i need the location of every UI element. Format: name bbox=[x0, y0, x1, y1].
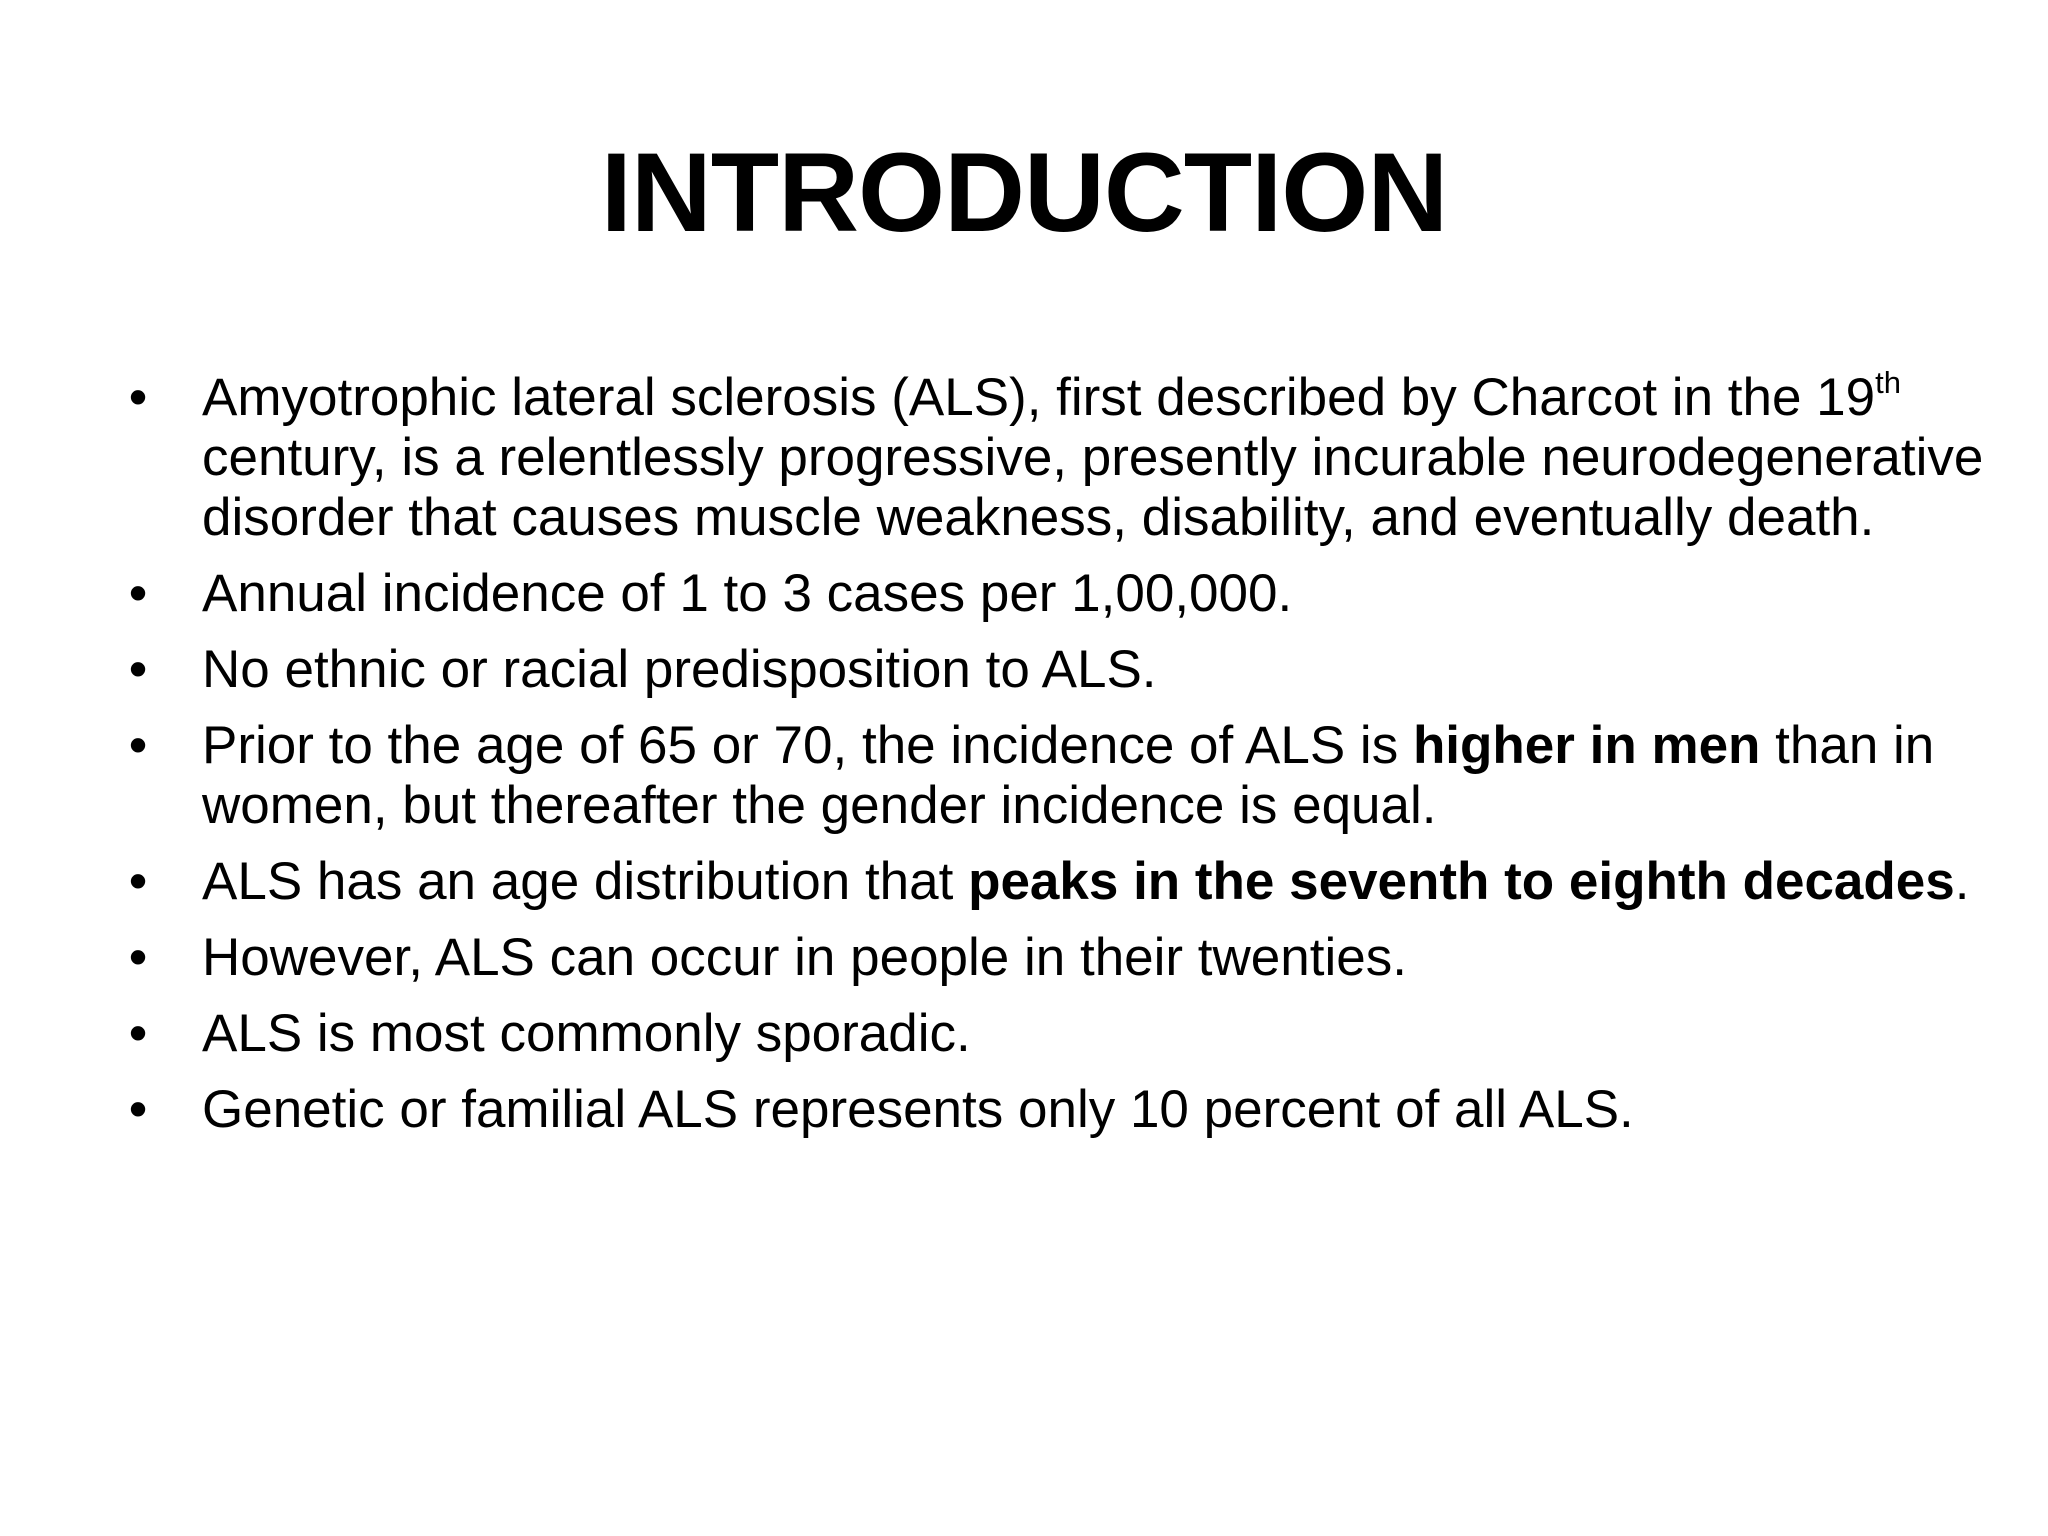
bullet-item bbox=[118, 716, 1998, 836]
bullet-text: No ethnic or racial predisposition to ALS. bbox=[202, 640, 1157, 699]
slide-title: INTRODUCTION bbox=[600, 130, 1448, 255]
bold-text: higher in men bbox=[1412, 716, 1761, 775]
bullet-text: Genetic or familial ALS represents only 10 percent of all ALS. bbox=[202, 1080, 1634, 1139]
bullet-text: ALS has an age distribution that peaks in the seventh to eighth decades. bbox=[202, 852, 1970, 911]
bullet-icon: • bbox=[128, 716, 148, 775]
bullet-item bbox=[118, 640, 1998, 700]
bullet-item bbox=[118, 1004, 1998, 1064]
bullet-item bbox=[118, 1080, 1998, 1140]
bullet-icon: • bbox=[128, 1080, 148, 1139]
bold-text: peaks in the seventh to eighth decades bbox=[968, 852, 1955, 911]
bullet-item bbox=[118, 365, 1998, 548]
bullet-text: Amyotrophic lateral sclerosis (ALS), first described by Charcot in the 19th century, is a relentlessly progressive, presently incurable neurodegenerative disorder that causes muscle weakness, disability, and eventually death. bbox=[202, 365, 1984, 547]
bullet-icon: • bbox=[128, 1004, 148, 1063]
bullet-icon: • bbox=[128, 928, 148, 987]
bullet-item bbox=[118, 928, 1998, 988]
bullet-text: Prior to the age of 65 or 70, the incidence of ALS is higher in men than in women, but thereafter the gender incidence is equal. bbox=[202, 716, 1935, 835]
bullet-text: ALS is most commonly sporadic. bbox=[202, 1004, 971, 1063]
bullet-icon: • bbox=[128, 564, 148, 623]
bullet-icon: • bbox=[128, 640, 148, 699]
bullet-item bbox=[118, 852, 1998, 912]
superscript: th bbox=[1875, 365, 1901, 400]
bullet-icon: • bbox=[128, 368, 148, 427]
bullet-icon: • bbox=[128, 852, 148, 911]
bullet-list bbox=[118, 365, 1998, 1156]
bullet-text: However, ALS can occur in people in their twenties. bbox=[202, 928, 1407, 987]
bullet-text: Annual incidence of 1 to 3 cases per 1,00,000. bbox=[202, 564, 1293, 623]
bullet-item bbox=[118, 564, 1998, 624]
